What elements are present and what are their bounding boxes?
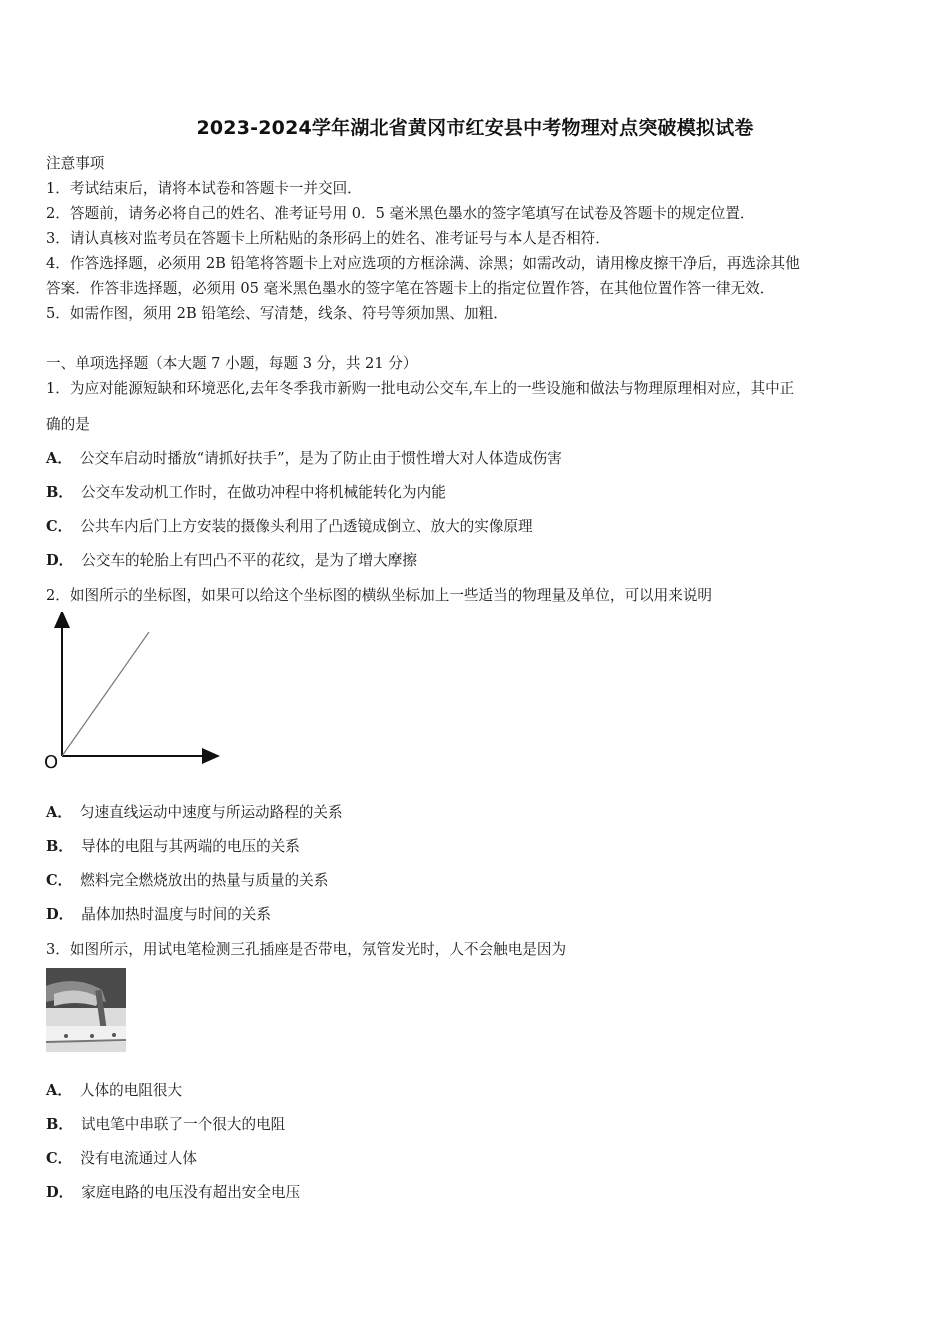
question-3-option-b [46, 1113, 285, 1134]
option-text: 公共车内后门上方安装的摄像头利用了凸透镜成倒立、放大的实像原理 [80, 518, 533, 535]
option-text: 公交车发动机工作时，在做功冲程中将机械能转化为内能 [80, 484, 446, 501]
option-key: D． [46, 552, 74, 569]
option-text: 人体的电阻很大 [79, 1082, 183, 1099]
origin-label: O [44, 752, 59, 773]
option-text: 晶体加热时温度与时间的关系 [81, 906, 271, 923]
option-key: A． [46, 804, 72, 821]
option-text: 没有电流通过人体 [80, 1150, 197, 1167]
question-3-option-a [46, 1079, 182, 1100]
option-key: C． [46, 872, 73, 889]
question-3-stem: 3．如图所示，用试电笔检测三孔插座是否带电，氖管发光时，人不会触电是因为 [46, 941, 567, 958]
notice-item: 答案．作答非选择题，必须用 05 毫米黑色墨水的签字笔在答题卡上的指定位置作答，在其他位置作答一律无效． [46, 280, 775, 297]
question-1-stem-cont: 确的是 [46, 416, 90, 433]
question-3-option-c [46, 1147, 197, 1168]
question-2-option-c [46, 869, 328, 890]
option-key: B． [46, 838, 73, 855]
question-1-option-c [46, 515, 533, 536]
option-key: C． [46, 518, 73, 535]
option-key: D． [46, 1184, 74, 1201]
option-text: 家庭电路的电压没有超出安全电压 [81, 1184, 301, 1201]
proportional-line [62, 632, 149, 756]
option-key: A． [46, 1082, 72, 1099]
option-key: C． [46, 1150, 73, 1167]
option-text: 导体的电阻与其两端的电压的关系 [80, 838, 300, 855]
test-pen-photo [46, 968, 126, 1052]
option-key: D． [46, 906, 74, 923]
question-2-option-b [46, 835, 300, 856]
notice-item: 1．考试结束后，请将本试卷和答题卡一并交回． [46, 180, 362, 197]
notice-item: 3．请认真核对监考员在答题卡上所粘贴的条形码上的姓名、准考证号与本人是否相符． [46, 230, 610, 247]
question-2-option-a [46, 801, 343, 822]
question-1-stem: 1．为应对能源短缺和环境恶化,去年冬季我市新购一批电动公交车,车上的一些设施和做法与物理原理相对应，其中正 [46, 380, 795, 397]
option-text: 燃料完全燃烧放出的热量与质量的关系 [80, 872, 329, 889]
notice-heading: 注意事项 [46, 155, 105, 172]
section-heading: 一、单项选择题（本大题 7 小题，每题 3 分，共 21 分） [46, 355, 418, 372]
option-key: A． [46, 450, 72, 467]
question-1-option-b [46, 481, 446, 502]
notice-item: 2．答题前，请务必将自己的姓名、准考证号用 0．5 毫米黑色墨水的签字笔填写在试卷及答题卡的规定位置． [46, 205, 755, 222]
page-title: 2023-2024学年湖北省黄冈市红安县中考物理对点突破模拟试卷 [196, 117, 754, 139]
question-1-option-a [46, 447, 562, 468]
option-text: 公交车的轮胎上有凹凸不平的花纹，是为了增大摩擦 [81, 552, 417, 569]
question-2-stem: 2．如图所示的坐标图，如果可以给这个坐标图的横纵坐标加上一些适当的物理量及单位，可以用来说明 [46, 587, 713, 604]
option-text: 公交车启动时播放“请抓好扶手”，是为了防止由于惯性增大对人体造成伤害 [79, 450, 562, 467]
option-key: B． [46, 484, 73, 501]
notice-item: 4．作答选择题，必须用 2B 铅笔将答题卡上对应选项的方框涂满、涂黑；如需改动，请用橡皮擦干净后，再选涂其他 [46, 255, 800, 272]
coordinate-graph [40, 612, 225, 774]
question-2-option-d [46, 903, 271, 924]
question-1-option-d [46, 549, 417, 570]
option-text: 试电笔中串联了一个很大的电阻 [80, 1116, 286, 1133]
question-3-option-d [46, 1181, 300, 1202]
option-text: 匀速直线运动中速度与所运动路程的关系 [79, 804, 343, 821]
option-key: B． [46, 1116, 73, 1133]
notice-item: 5．如需作图，须用 2B 铅笔绘、写清楚，线条、符号等须加黑、加粗． [46, 305, 508, 322]
